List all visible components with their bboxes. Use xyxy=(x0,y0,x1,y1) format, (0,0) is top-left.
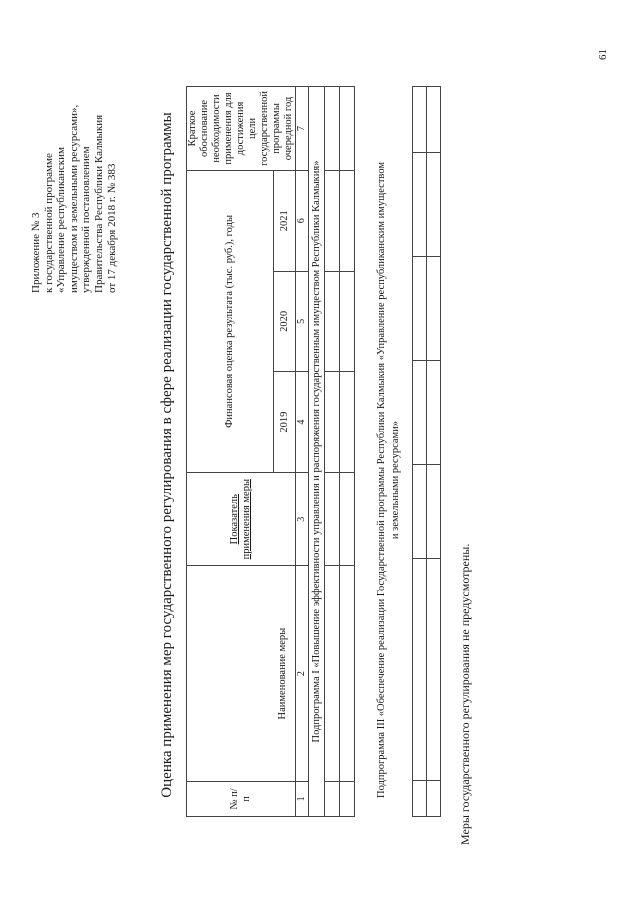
table-row xyxy=(340,87,355,817)
table-cell xyxy=(325,372,340,473)
col-number: 4 xyxy=(296,372,309,473)
table-row xyxy=(427,87,441,817)
measures-table xyxy=(186,86,355,817)
appendix-line: Приложение № 3 xyxy=(30,212,42,293)
table-cell xyxy=(325,781,340,816)
col-number: 2 xyxy=(296,566,309,781)
table-cell xyxy=(340,271,355,372)
subprogram-3-title: Подпрограмма III «Обеспечение реализации Государственной программы Республики Калмыкия «Управление республиканским имуществом и земельными ресурсами» xyxy=(376,161,401,799)
table-cell xyxy=(413,360,427,464)
table-cell xyxy=(340,781,355,816)
table-cell xyxy=(413,559,427,781)
header-row xyxy=(187,87,274,817)
table-cell xyxy=(340,372,355,473)
table-cell xyxy=(427,87,441,153)
footer-note: Меры государственного регулирования не предусмотрены. xyxy=(458,543,472,845)
subprogram-row xyxy=(309,87,325,817)
table-cell xyxy=(427,464,441,559)
appendix-line: имуществом и земельными ресурсами», xyxy=(67,104,80,293)
column-number-row xyxy=(296,87,309,817)
table-cell xyxy=(413,464,427,559)
table-cell xyxy=(340,566,355,781)
appendix-note xyxy=(30,23,118,293)
table-cell xyxy=(340,170,355,271)
table-cell xyxy=(427,152,441,256)
header-financial: Финансовая оценка результата (тыс. руб.), годы xyxy=(187,170,274,472)
header-name: Наименование меры xyxy=(187,566,296,781)
appendix-line: «Управление республиканским xyxy=(55,147,68,293)
table-cell xyxy=(325,271,340,372)
table-row xyxy=(325,87,340,817)
col-number: 5 xyxy=(296,271,309,372)
table-cell xyxy=(325,472,340,566)
col-number: 1 xyxy=(296,781,309,816)
year-2019: 2019 xyxy=(274,372,296,473)
appendix-line: Правительства Республики Калмыкия xyxy=(92,114,105,293)
table-cell xyxy=(325,566,340,781)
table-cell xyxy=(427,256,441,360)
table-cell xyxy=(413,781,427,817)
table-cell xyxy=(340,87,355,171)
subprogram-3-table xyxy=(412,86,441,817)
table-cell xyxy=(340,472,355,566)
table-cell xyxy=(325,87,340,171)
table-row xyxy=(413,87,427,817)
table-cell xyxy=(413,152,427,256)
table-cell xyxy=(413,256,427,360)
table-cell xyxy=(325,170,340,271)
header-num: № п/п xyxy=(187,781,296,816)
table-cell xyxy=(427,360,441,464)
page-number: 61 xyxy=(597,49,609,60)
appendix-line: к государственной программе xyxy=(42,153,55,293)
table-cell xyxy=(427,559,441,781)
col-number: 3 xyxy=(296,472,309,566)
year-2020: 2020 xyxy=(274,271,296,372)
table-cell xyxy=(427,781,441,817)
document-title: Оценка применения мер государственного регулирования в сфере реализации государственной программы xyxy=(159,112,175,798)
subprogram-1-title: Подпрограмма I «Повышение эффективности управления и распоряжения государственным имуществом Республики Калмыкия» xyxy=(309,87,325,817)
col-number: 7 xyxy=(296,87,309,171)
col-number: 6 xyxy=(296,170,309,271)
header-justification: Краткое обоснование необходимости применения для достижения цели государственной программы очередной год xyxy=(187,87,296,171)
table-cell xyxy=(413,87,427,153)
appendix-line: утвержденной постановлением xyxy=(80,146,93,293)
header-indicator: Показатель применения меры xyxy=(187,472,296,566)
appendix-line: от 17 декабря 2018 г. № 383 xyxy=(105,163,118,293)
year-2021: 2021 xyxy=(274,170,296,271)
